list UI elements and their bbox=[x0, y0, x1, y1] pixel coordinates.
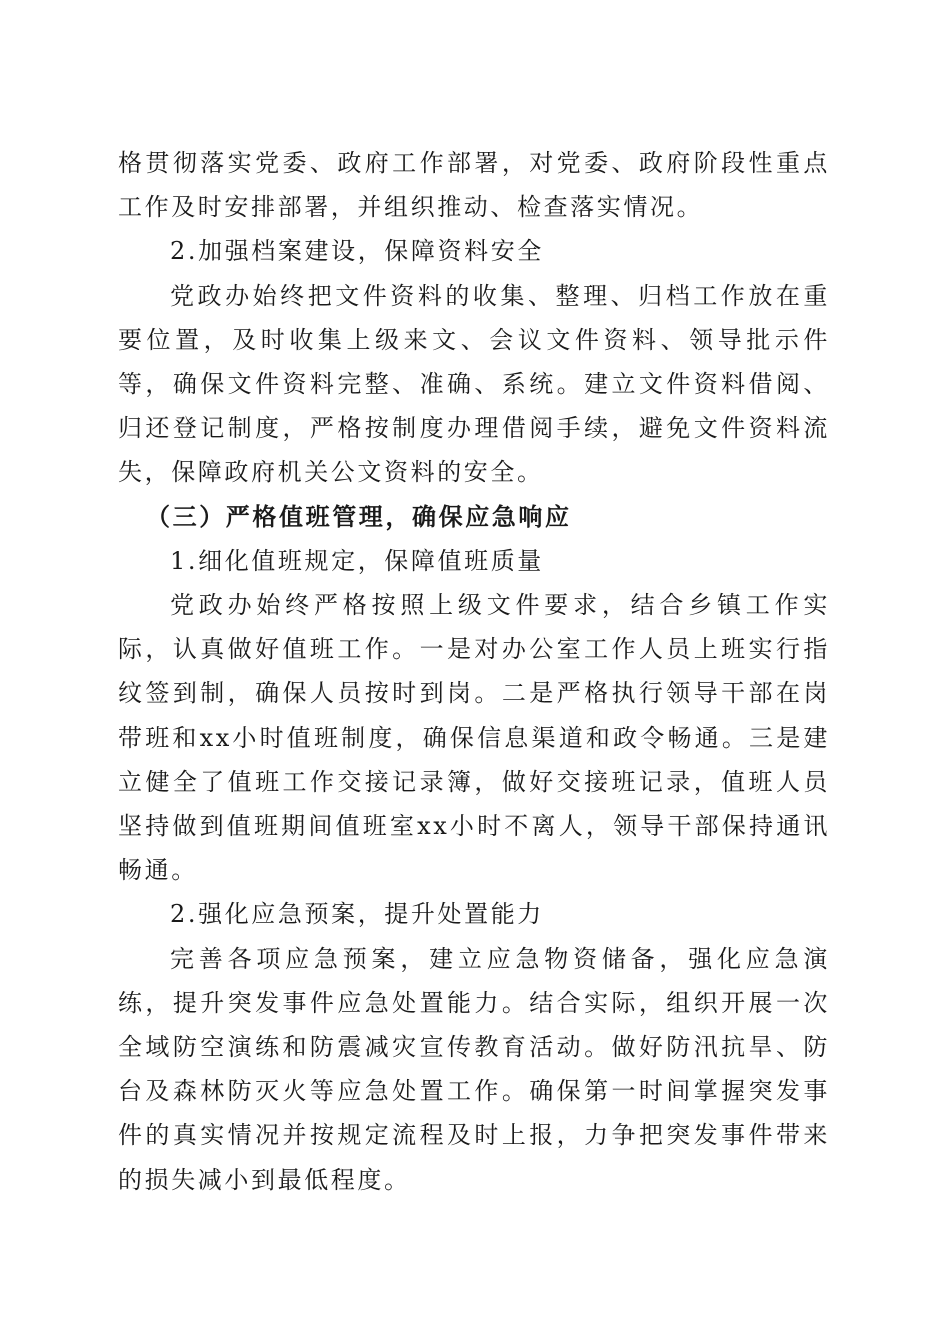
document-body bbox=[118, 141, 830, 1202]
paragraph-archive: 党政办始终把文件资料的收集、整理、归档工作放在重要位置，及时收集上级来文、会议文件资料、领导批示件等，确保文件资料完整、准确、系统。建立文件资料借阅、归还登记制度，严格按制度办理借阅手续，避免文件资料流失，保障政府机关公文资料的安全。 bbox=[118, 281, 830, 487]
paragraph-continued: 格贯彻落实党委、政府工作部署，对党委、政府阶段性重点工作及时安排部署，并组织推动、检查落实情况。 bbox=[118, 149, 830, 222]
subheading-duty-rules: 1.细化值班规定，保障值班质量 bbox=[170, 546, 544, 575]
subheading-archive: 2.加强档案建设，保障资料安全 bbox=[170, 237, 544, 266]
subheading-emergency: 2.强化应急预案，提升处置能力 bbox=[170, 900, 544, 929]
paragraph-duty-rules: 党政办始终严格按照上级文件要求，结合乡镇工作实际，认真做好值班工作。一是对办公室工作人员上班实行指纹签到制，确保人员按时到岗。二是严格执行领导干部在岗带班和xx小时值班制度，确保信息渠道和政令畅通。三是建立健全了值班工作交接记录簿，做好交接班记录，值班人员坚持做到值班期间值班室xx小时不离人，领导干部保持通讯畅通。 bbox=[118, 591, 830, 885]
paragraph-emergency: 完善各项应急预案，建立应急物资储备，强化应急演练，提升突发事件应急处置能力。结合实际，组织开展一次全域防空演练和防震减灾宣传教育活动。做好防汛抗旱、防台及森林防灭火等应急处置工作。确保第一时间掌握突发事件的真实情况并按规定流程及时上报，力争把突发事件带来的损失减小到最低程度。 bbox=[118, 944, 830, 1194]
section-heading-duty: （三）严格值班管理，确保应急响应 bbox=[146, 501, 572, 531]
